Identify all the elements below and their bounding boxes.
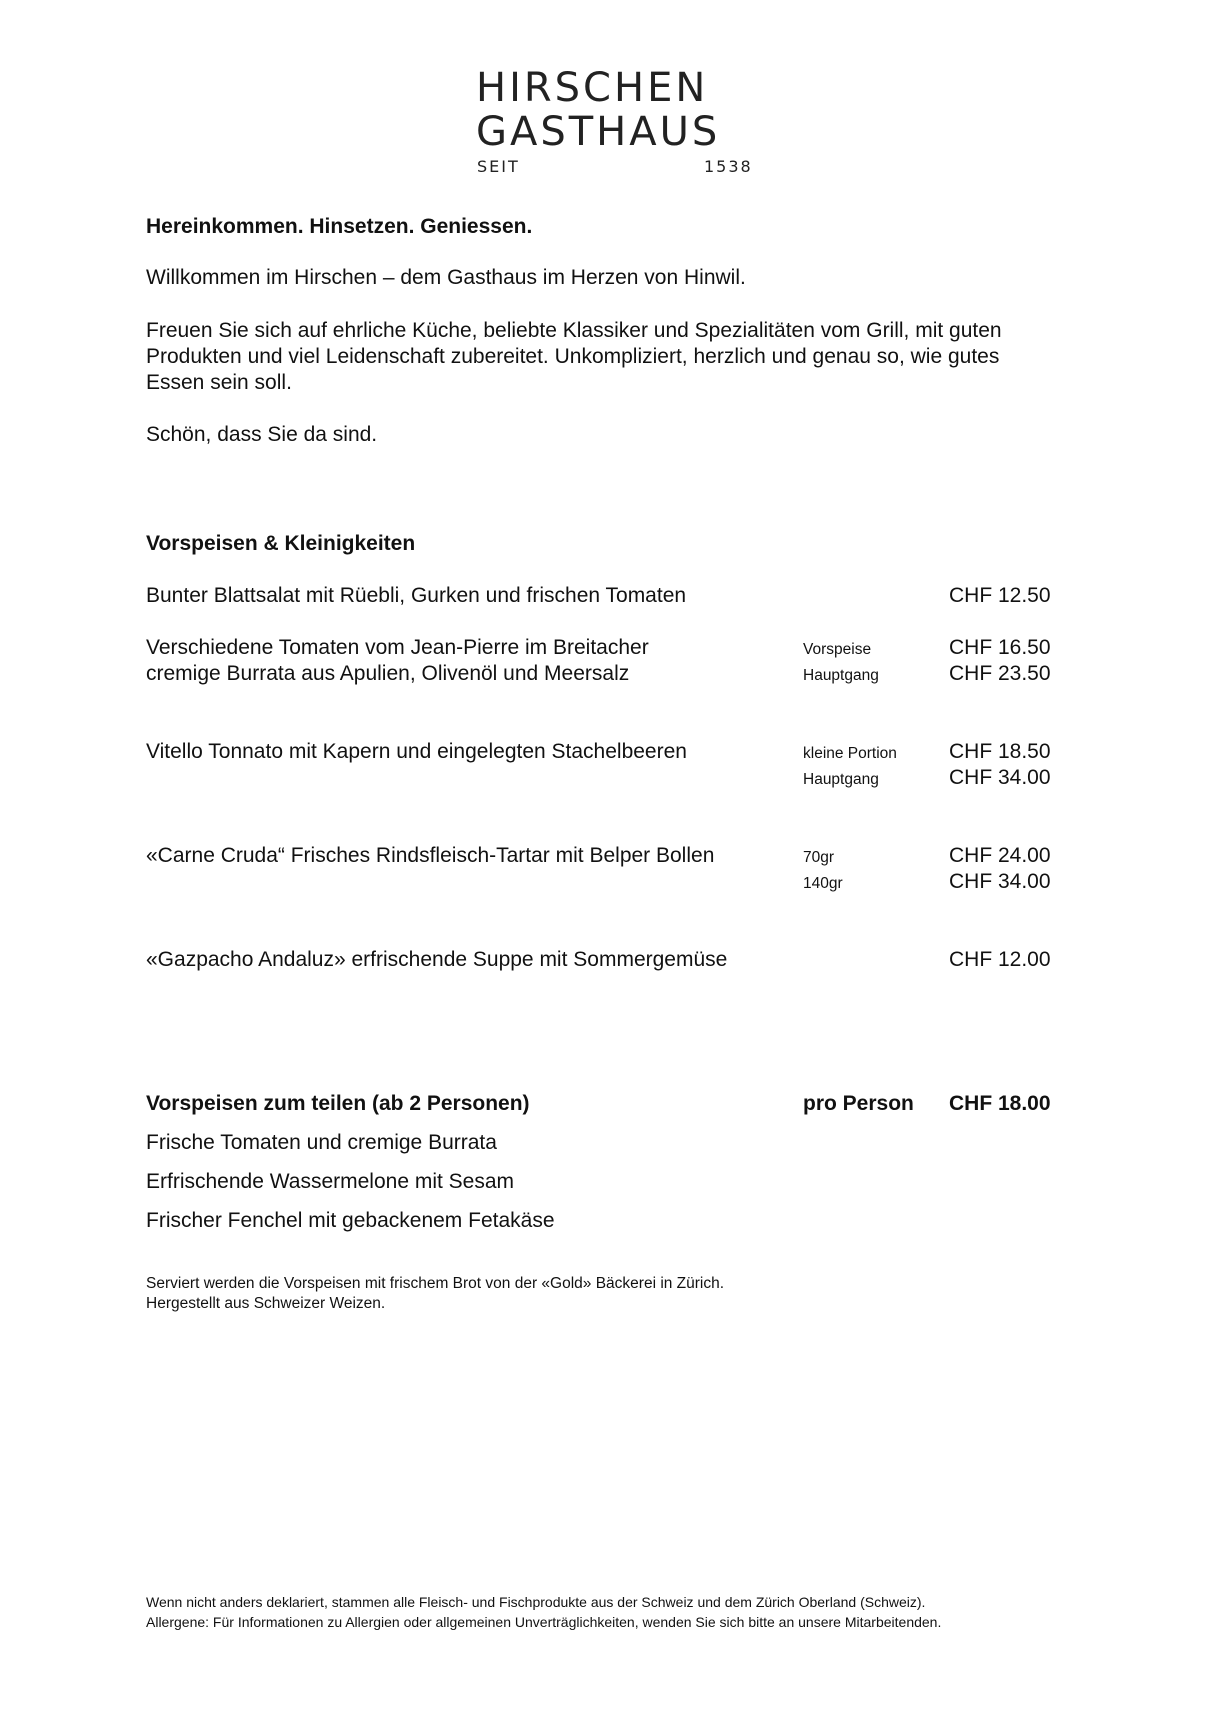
bread-note-line-2: Hergestellt aus Schweizer Weizen. bbox=[146, 1295, 386, 1312]
price-tomatoes-1: CHF 16.50 bbox=[949, 636, 1051, 659]
intro-paragraph-line-3: Essen sein soll. bbox=[146, 371, 292, 394]
sharing-item-3: Frischer Fenchel mit gebackenem Fetakäse bbox=[146, 1209, 555, 1232]
portion-label-vitello-2: Hauptgang bbox=[803, 771, 879, 788]
intro-paragraph-line-1: Freuen Sie sich auf ehrliche Küche, beliebte Klassiker und Spezialitäten vom Grill, mit guten bbox=[146, 319, 1002, 342]
portion-label-carne-1: 70gr bbox=[803, 849, 835, 866]
footer-allergen-note: Allergene: Für Informationen zu Allergien oder allgemeinen Unverträglichkeiten, wenden Sie sich bitte an unsere Mitarbeitenden. bbox=[146, 1614, 942, 1630]
menu-item-gazpacho: «Gazpacho Andaluz» erfrischende Suppe mit Sommergemüse bbox=[146, 948, 728, 971]
menu-item-vitello: Vitello Tonnato mit Kapern und eingelegten Stachelbeeren bbox=[146, 740, 687, 763]
price-carne-2: CHF 34.00 bbox=[949, 870, 1051, 893]
price-carne-1: CHF 24.00 bbox=[949, 844, 1051, 867]
price-tomatoes-2: CHF 23.50 bbox=[949, 662, 1051, 685]
tagline: Hereinkommen. Hinsetzen. Geniessen. bbox=[146, 215, 533, 238]
price-vitello-1: CHF 18.50 bbox=[949, 740, 1051, 763]
menu-item-tomatoes-line-2: cremige Burrata aus Apulien, Olivenöl und Meersalz bbox=[146, 662, 630, 685]
intro-paragraph-line-2: Produkten und viel Leidenschaft zubereitet. Unkompliziert, herzlich und genau so, wie gutes bbox=[146, 345, 1000, 368]
section-heading-sharing: Vorspeisen zum teilen (ab 2 Personen) bbox=[146, 1092, 530, 1115]
price-sharing: CHF 18.00 bbox=[949, 1092, 1051, 1115]
section-heading-starters: Vorspeisen & Kleinigkeiten bbox=[146, 532, 416, 555]
portion-label-tomatoes-1: Vorspeise bbox=[803, 641, 872, 658]
bread-note-line-1: Serviert werden die Vorspeisen mit frischem Brot von der «Gold» Bäckerei in Zürich. bbox=[146, 1275, 725, 1292]
closing-text: Schön, dass Sie da sind. bbox=[146, 423, 378, 446]
menu-item-salad: Bunter Blattsalat mit Rüebli, Gurken und frischen Tomaten bbox=[146, 584, 687, 607]
portion-label-tomatoes-2: Hauptgang bbox=[803, 667, 879, 684]
price-gazpacho: CHF 12.00 bbox=[949, 948, 1051, 971]
logo-line-2: GASTHAUS bbox=[476, 109, 721, 155]
menu-item-carne-cruda: «Carne Cruda“ Frisches Rindsfleisch-Tartar mit Belper Bollen bbox=[146, 844, 715, 867]
welcome-text: Willkommen im Hirschen – dem Gasthaus im Herzen von Hinwil. bbox=[146, 266, 746, 289]
menu-item-tomatoes-line-1: Verschiedene Tomaten vom Jean-Pierre im Breitacher bbox=[146, 636, 649, 659]
price-salad: CHF 12.50 bbox=[949, 584, 1051, 607]
logo-year: 1538 bbox=[704, 157, 753, 176]
price-vitello-2: CHF 34.00 bbox=[949, 766, 1051, 789]
portion-label-vitello-1: kleine Portion bbox=[803, 745, 897, 762]
sharing-item-2: Erfrischende Wassermelone mit Sesam bbox=[146, 1170, 515, 1193]
sharing-item-1: Frische Tomaten und cremige Burrata bbox=[146, 1131, 497, 1154]
logo-seit: SEIT bbox=[477, 157, 520, 176]
portion-label-carne-2: 140gr bbox=[803, 875, 843, 892]
per-person-label: pro Person bbox=[803, 1092, 914, 1115]
footer-origin-note: Wenn nicht anders deklariert, stammen alle Fleisch- und Fischprodukte aus der Schweiz und dem Zürich Oberland (Schweiz). bbox=[146, 1594, 926, 1610]
logo-line-1: HIRSCHEN bbox=[476, 65, 709, 111]
